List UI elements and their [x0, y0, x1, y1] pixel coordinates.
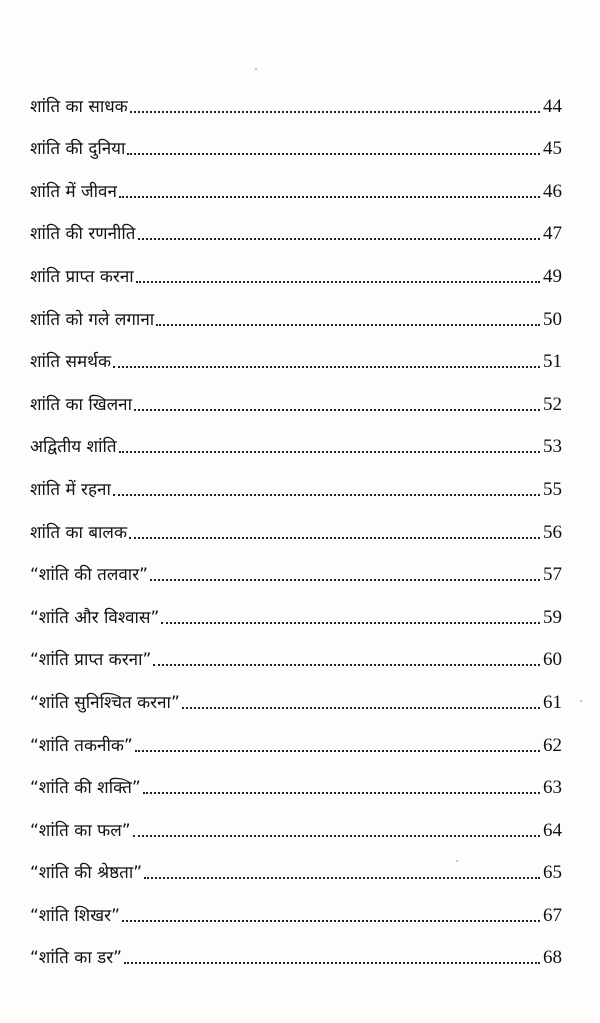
toc-entry-page: 50 [543, 308, 562, 330]
dot-leader [129, 537, 540, 539]
toc-entry-title: अद्वितीय शांति [30, 437, 117, 458]
toc-entry[interactable] [30, 761, 562, 804]
toc-entry-title: शांति की रणनीति [30, 224, 136, 245]
dot-leader [130, 111, 540, 113]
toc-entry-page: 57 [543, 564, 562, 586]
toc-entry-page: 61 [543, 691, 562, 713]
dot-leader [133, 835, 540, 837]
toc-entry-title: “शांति और विश्वास” [30, 607, 160, 628]
toc-entry-title: “शांति शिखर” [30, 905, 120, 926]
dot-leader [135, 750, 540, 752]
dot-leader [127, 153, 540, 155]
toc-entry-page: 51 [543, 351, 562, 373]
toc-entry-title: शांति का साधक [30, 96, 128, 117]
dot-leader [119, 196, 540, 198]
toc-entry-page: 63 [543, 777, 562, 799]
toc-entry-title: शांति प्राप्त करना [30, 266, 134, 287]
toc-entry-title: “शांति की तलवार” [30, 565, 148, 586]
toc-entry-title: शांति में रहना [30, 479, 111, 500]
toc-entry-title: “शांति तकनीक” [30, 735, 133, 756]
paper-speck [580, 700, 582, 702]
dot-leader [113, 494, 540, 496]
toc-entry-page: 65 [543, 862, 562, 884]
toc-entry-title: शांति को गले लगाना [30, 309, 155, 330]
toc-entry-page: 68 [543, 947, 562, 969]
toc-entry-page: 46 [543, 180, 562, 202]
paper-speck [255, 68, 257, 70]
toc-entry[interactable] [30, 888, 562, 931]
toc-entry-title: “शांति सुनिश्चित करना” [30, 692, 180, 713]
toc-entry[interactable] [30, 292, 562, 335]
toc-entry-page: 60 [543, 649, 562, 671]
dot-leader [136, 281, 540, 283]
dot-leader [124, 962, 540, 964]
toc-entry-title: “शांति की शक्ति” [30, 778, 141, 799]
toc-entry[interactable] [30, 377, 562, 420]
dot-leader [119, 451, 540, 453]
dot-leader [113, 366, 540, 368]
toc-entry-page: 53 [543, 436, 562, 458]
toc-entry-title: “शांति की श्रेष्ठता” [30, 863, 143, 884]
toc-entry[interactable] [30, 590, 562, 633]
toc-entry[interactable] [30, 79, 562, 122]
dot-leader [144, 877, 540, 879]
toc-entry[interactable] [30, 420, 562, 463]
toc-entry-title: “शांति का फल” [30, 820, 131, 841]
dot-leader [143, 792, 540, 794]
dot-leader [153, 664, 540, 666]
toc-entry-page: 67 [543, 904, 562, 926]
dot-leader [161, 622, 540, 624]
toc-entry[interactable] [30, 718, 562, 761]
toc-entry[interactable] [30, 548, 562, 591]
toc-entry[interactable] [30, 803, 562, 846]
dot-leader [122, 920, 540, 922]
toc-entry-page: 62 [543, 734, 562, 756]
toc-entry-title: शांति में जीवन [30, 181, 117, 202]
toc-entry-page: 64 [543, 819, 562, 841]
toc-entry-title: “शांति का डर” [30, 948, 122, 969]
dot-leader [156, 324, 540, 326]
toc-entry-page: 45 [543, 138, 562, 160]
toc-entry[interactable] [30, 164, 562, 207]
dot-leader [138, 238, 541, 240]
toc-entry-title: शांति की दुनिया [30, 139, 126, 160]
toc-entry-page: 52 [543, 393, 562, 415]
toc-entry-title: “शांति प्राप्त करना” [30, 650, 152, 671]
toc-entry[interactable] [30, 249, 562, 292]
toc-entry-page: 59 [543, 606, 562, 628]
toc-entry-page: 47 [543, 223, 562, 245]
toc-entry[interactable] [30, 505, 562, 548]
toc-entry-page: 55 [543, 478, 562, 500]
toc-entry-page: 44 [543, 95, 562, 117]
toc-entry-page: 49 [543, 265, 562, 287]
toc-entry[interactable] [30, 931, 562, 974]
toc-entry[interactable] [30, 462, 562, 505]
dot-leader [182, 707, 540, 709]
toc-entry-title: शांति समर्थक [30, 352, 112, 373]
dot-leader [150, 579, 540, 581]
table-of-contents [30, 79, 562, 973]
toc-entry[interactable] [30, 675, 562, 718]
toc-entry-title: शांति का खिलना [30, 394, 132, 415]
toc-entry-title: शांति का बालक [30, 522, 128, 543]
dot-leader [134, 409, 540, 411]
toc-entry-page: 56 [543, 521, 562, 543]
toc-entry[interactable] [30, 122, 562, 165]
toc-entry[interactable] [30, 207, 562, 250]
toc-entry[interactable] [30, 335, 562, 378]
toc-entry[interactable] [30, 846, 562, 889]
toc-entry[interactable] [30, 633, 562, 676]
